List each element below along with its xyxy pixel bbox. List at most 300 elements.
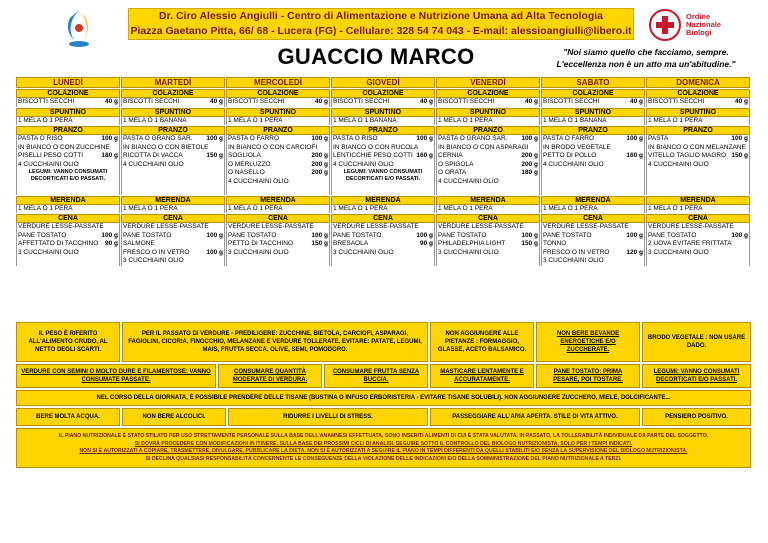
food-name: PANE TOSTATO xyxy=(333,231,382,239)
meal-header-spuntino: SPUNTINO xyxy=(436,108,540,117)
food-name: PANE TOSTATO xyxy=(543,231,592,239)
meal-items-cena xyxy=(331,223,435,266)
food-name: BISCOTTI SECCHI xyxy=(543,98,600,105)
food-name: BISCOTTI SECCHI xyxy=(18,98,75,105)
food-name: 3 CUCCHIAINI OLIO xyxy=(228,248,289,256)
legumi-note: LEGUMI: VANNO CONSUMATI DECORTICATI E/O PASSATI. xyxy=(28,169,108,182)
day-column xyxy=(541,77,645,266)
food-item xyxy=(332,135,434,144)
food-item xyxy=(542,161,644,170)
food-item xyxy=(437,223,539,232)
day-header: MERCOLEDÌ xyxy=(226,77,330,88)
meal-header-merenda: MERENDA xyxy=(226,196,330,205)
food-name: 4 CUCCHIAINI OLIO xyxy=(648,160,709,168)
note-alcol: NON BERE ALCOLICI. xyxy=(122,408,226,426)
food-item xyxy=(122,161,224,170)
food-name: RICOTTA DI VACCA xyxy=(123,152,183,159)
food-name: VERDURE LESSE-PASSATE xyxy=(648,223,734,230)
food-name: PISELLI PESO COTTI xyxy=(18,152,84,159)
food-name: BISCOTTI SECCHI xyxy=(123,98,180,105)
food-name: 1 MELA O 1 PERA xyxy=(228,116,283,124)
food-name: PANE TOSTATO xyxy=(648,231,697,239)
food-item xyxy=(227,117,329,126)
note-semi: VERDURE CON SEMINI O MOLTO DURE E FILAMENTOSE: VANNO CONSUMATE PASSATE. xyxy=(16,364,216,388)
legal-line-2: SI DOVRÀ PROCEDERE CON MODIFICAZIONI IN ITINERE, SULLA BASE DEI PROSSIMI CICLI DI ANALISI. SEGUIRE SOTTO IL CONTROLLO DEL BIOLOGO NUTRIZIONISTA, SOLO PER I TEMPI INDICATI. xyxy=(134,440,633,447)
food-name: FRESCO O IN VETRO xyxy=(123,248,190,256)
meal-header-pranzo: PRANZO xyxy=(16,126,120,135)
note-tisane: NEL CORSO DELLA GIORNATA, È POSSIBILE PRENDERE DELLE TISANE (BUSTINA O INFUSO ERBORISTERIA - EVITARE TISANE SOLUBILI). NON AGGIUNGERE ZUCCHERO, MIELE, DOLCIFICANTE... xyxy=(16,390,751,406)
day-header: LUNEDÌ xyxy=(16,77,120,88)
food-name: IN BIANCO O CON ASPARAGI xyxy=(438,143,529,151)
food-name: 3 CUCCHIAINI OLIO xyxy=(438,248,499,256)
meal-header-merenda: MERENDA xyxy=(121,196,225,205)
food-item xyxy=(17,240,119,249)
food-quantity: 90 g xyxy=(419,240,433,247)
meal-items-colazione xyxy=(646,98,750,107)
food-quantity: 100 g xyxy=(206,231,223,239)
day-column xyxy=(331,77,435,266)
food-name: PASTA O FARRO xyxy=(228,135,280,142)
food-name: BISCOTTI SECCHI xyxy=(438,98,495,105)
food-quantity: 100 g xyxy=(416,231,433,239)
food-item xyxy=(227,249,329,258)
food-item xyxy=(332,240,434,249)
food-item xyxy=(332,161,434,170)
meal-items-spuntino xyxy=(16,117,120,126)
food-quantity: 100 g xyxy=(101,135,118,142)
food-quantity: 40 g xyxy=(734,98,748,105)
food-item xyxy=(227,232,329,241)
food-name: 1 MELA O 1 BANANA xyxy=(543,116,607,124)
food-name: PASTA O RISO xyxy=(18,135,63,142)
meal-items-merenda xyxy=(646,205,750,214)
note-passeggiare: PASSEGGIARE ALL'ARIA APERTA. STILE DI VITA ATTIVO. xyxy=(430,408,640,426)
food-name: VERDURE LESSE-PASSATE xyxy=(18,223,104,230)
food-name: VERDURE LESSE-PASSATE xyxy=(333,223,419,230)
food-name: O ORATA xyxy=(438,169,467,176)
meal-header-cena: CENA xyxy=(646,214,750,223)
meal-header-pranzo: PRANZO xyxy=(436,126,540,135)
food-name: TONNO xyxy=(543,240,567,247)
food-name: AFFETTATO DI TACCHINO xyxy=(18,240,99,247)
logo-text-3: Biologi xyxy=(686,28,712,37)
meal-header-cena: CENA xyxy=(436,214,540,223)
food-quantity: 100 g xyxy=(311,231,328,239)
food-name: PASTA O RISO xyxy=(333,135,378,142)
food-quantity: 200 g xyxy=(311,152,328,159)
food-name: 4 CUCCHIAINI OLIO xyxy=(123,160,184,168)
motto-line-2: L'eccellenza non è un atto ma un'abitudine." xyxy=(556,59,736,69)
note-bevande: NON BERE BEVANDE ENERGETICHE E/O ZUCCHERATE. xyxy=(536,322,640,362)
food-quantity: 100 g xyxy=(206,248,223,256)
food-name: 4 CUCCHIAINI OLIO xyxy=(543,160,604,168)
meal-header-cena: CENA xyxy=(331,214,435,223)
food-name: PANE TOSTATO xyxy=(228,231,277,239)
note-brodo: BRODO VEGETALE : NON USARE DADO. xyxy=(642,322,751,362)
meal-header-colazione: COLAZIONE xyxy=(646,89,750,98)
food-item xyxy=(542,232,644,241)
meal-items-spuntino xyxy=(226,117,330,126)
food-quantity: 100 g xyxy=(521,231,538,239)
day-header: DOMENICA xyxy=(646,77,750,88)
note-quantita: CONSUMARE QUANTITÀ MODERATE DI VERDURA. xyxy=(218,364,322,388)
food-item xyxy=(227,144,329,153)
meal-header-spuntino: SPUNTINO xyxy=(646,108,750,117)
food-item xyxy=(437,135,539,144)
food-quantity: 180 g xyxy=(521,169,538,176)
day-header: VENERDÌ xyxy=(436,77,540,88)
food-name: IN BIANCO O CON RUCOLA xyxy=(333,143,419,151)
food-quantity: 150 g xyxy=(311,240,328,247)
meal-header-merenda: MERENDA xyxy=(16,196,120,205)
notes-row-4 xyxy=(16,408,751,426)
food-quantity: 40 g xyxy=(104,98,118,105)
food-item xyxy=(17,152,119,161)
food-name: 4 CUCCHIAINI OLIO xyxy=(18,160,79,168)
food-item xyxy=(122,205,224,214)
food-name: 3 CUCCHIAINI OLIO xyxy=(543,257,604,264)
meal-header-pranzo: PRANZO xyxy=(331,126,435,135)
note-acqua: BERE MOLTA ACQUA. xyxy=(16,408,120,426)
food-item xyxy=(332,144,434,153)
food-item xyxy=(647,223,749,232)
food-item xyxy=(542,223,644,232)
food-name: PANE TOSTATO xyxy=(123,231,172,239)
food-item xyxy=(647,152,749,161)
food-item xyxy=(647,249,749,258)
food-item xyxy=(17,161,119,170)
food-quantity: 100 g xyxy=(731,135,748,142)
food-item xyxy=(437,144,539,153)
meal-items-spuntino xyxy=(331,117,435,126)
food-name: 1 MELA O 1 PERA xyxy=(18,204,73,212)
meal-header-cena: CENA xyxy=(121,214,225,223)
food-name: IN BIANCO O CON BIETOLE xyxy=(123,143,209,151)
meal-header-pranzo: PRANZO xyxy=(646,126,750,135)
food-quantity: 40 g xyxy=(524,98,538,105)
food-name: 1 MELA O 1 PERA xyxy=(648,116,703,124)
meal-header-colazione: COLAZIONE xyxy=(121,89,225,98)
food-quantity: 200 g xyxy=(311,169,328,176)
food-name: BISCOTTI SECCHI xyxy=(648,98,705,105)
meal-items-pranzo xyxy=(646,135,750,195)
meal-items-spuntino xyxy=(646,117,750,126)
meal-header-colazione: COLAZIONE xyxy=(16,89,120,98)
food-item xyxy=(542,135,644,144)
food-name: 1 MELA O 1 PERA xyxy=(123,204,178,212)
food-quantity: 200 g xyxy=(521,152,538,159)
food-item xyxy=(542,257,644,266)
notes-row-1 xyxy=(16,322,751,362)
meal-header-cena: CENA xyxy=(226,214,330,223)
food-item xyxy=(647,135,749,144)
food-item xyxy=(227,205,329,214)
food-item xyxy=(227,152,329,161)
food-item xyxy=(542,98,644,107)
food-quantity: 160 g xyxy=(626,152,643,159)
food-item xyxy=(227,161,329,170)
food-item xyxy=(332,152,434,161)
meal-items-merenda xyxy=(121,205,225,214)
food-name: 1 MELA O 1 PERA xyxy=(228,204,283,212)
food-item xyxy=(332,205,434,214)
food-name: 1 MELA O 1 PERA xyxy=(438,204,493,212)
food-name: 1 MELA O 1 BANANA xyxy=(123,116,187,124)
food-item xyxy=(122,135,224,144)
food-item xyxy=(122,152,224,161)
meal-items-spuntino xyxy=(541,117,645,126)
food-name: 1 MELA O 1 PERA xyxy=(543,204,598,212)
note-frutta: CONSUMARE FRUTTA SENZA BUCCIA. xyxy=(324,364,428,388)
day-header: SABATO xyxy=(541,77,645,88)
food-name: VERDURE LESSE-PASSATE xyxy=(543,223,629,230)
day-column xyxy=(16,77,120,266)
food-name: 3 CUCCHIAINI OLIO xyxy=(123,257,184,264)
food-name: PASTA O GRANO SAR. xyxy=(123,135,193,142)
food-quantity: 40 g xyxy=(629,98,643,105)
motto-line-1: "Noi siamo quello che facciamo, sempre. xyxy=(563,47,729,57)
food-quantity: 100 g xyxy=(206,135,223,142)
food-name: 4 CUCCHIAINI OLIO xyxy=(333,160,394,168)
food-name: PHILADELPHIA LIGHT xyxy=(438,240,506,247)
food-item xyxy=(17,117,119,126)
food-name: PASTA O GRANO SAR. xyxy=(438,135,508,142)
meal-header-merenda: MERENDA xyxy=(541,196,645,205)
meal-items-merenda xyxy=(16,205,120,214)
meal-items-colazione xyxy=(541,98,645,107)
food-item xyxy=(122,232,224,241)
food-item xyxy=(647,98,749,107)
legal-box xyxy=(16,428,751,468)
food-item xyxy=(17,205,119,214)
food-item xyxy=(332,117,434,126)
food-item xyxy=(437,117,539,126)
food-item xyxy=(647,232,749,241)
food-name: O NASELLO xyxy=(228,169,265,176)
food-name: FRESCO O IN VETRO xyxy=(543,248,610,256)
food-name: 1 MELA O 1 PERA xyxy=(648,204,703,212)
food-name: IN BIANCO O CON ZUCCHINE xyxy=(18,143,110,151)
meal-items-spuntino xyxy=(436,117,540,126)
meal-header-spuntino: SPUNTINO xyxy=(121,108,225,117)
center-logo xyxy=(54,4,104,54)
food-item xyxy=(17,144,119,153)
food-name: IN BIANCO O CON CARCIOFI xyxy=(228,143,318,151)
food-item xyxy=(122,257,224,266)
meal-items-cena xyxy=(16,223,120,266)
food-name: SOGLIOLA xyxy=(228,152,261,159)
meal-header-pranzo: PRANZO xyxy=(121,126,225,135)
logo-text-2: Nazionale xyxy=(686,20,722,29)
clinic-contacts: Piazza Gaetano Pitta, 66/ 68 - Lucera (FG) - Cellulare: 328 54 74 043 - E-mail: alessioangiulli@libero.it xyxy=(130,25,632,37)
food-name: PANE TOSTATO xyxy=(18,231,67,239)
food-item xyxy=(542,240,644,249)
meal-items-cena xyxy=(436,223,540,266)
meal-items-cena xyxy=(226,223,330,266)
meal-items-colazione xyxy=(121,98,225,107)
food-name: BISCOTTI SECCHI xyxy=(228,98,285,105)
food-item xyxy=(647,144,749,153)
food-name: 3 CUCCHIAINI OLIO xyxy=(18,248,79,256)
meal-header-cena: CENA xyxy=(16,214,120,223)
food-quantity: 200 g xyxy=(311,160,328,168)
day-column xyxy=(121,77,225,266)
meal-header-spuntino: SPUNTINO xyxy=(226,108,330,117)
meal-header-merenda: MERENDA xyxy=(436,196,540,205)
clinic-title: Dr. Ciro Alessio Angiulli - Centro di Alimentazione e Nutrizione Umana ad Alta Tecnologia xyxy=(159,10,603,22)
food-item xyxy=(227,240,329,249)
meal-items-colazione xyxy=(226,98,330,107)
food-item xyxy=(647,205,749,214)
patient-name: GUACCIO MARCO xyxy=(277,44,475,69)
meal-items-pranzo xyxy=(121,135,225,195)
food-item xyxy=(437,249,539,258)
meal-items-merenda xyxy=(436,205,540,214)
meal-items-colazione xyxy=(16,98,120,107)
note-verdure: PER IL PASSATO DI VERDURE - PREDILIGERE: ZUCCHINE, BIETOLA, CARCIOFI, ASPARAGI, FAGIOLINI, CICORIA, FINOCCHIO, MELANZANE E VERDURE TOLLERATE. EVITARE: PATATE, LEGUMI, MAIS, FRUTTA SECCA, OLIVE, SEMI, POMODORO. xyxy=(122,322,428,362)
food-name: O MERLUZZO xyxy=(228,160,271,168)
food-item xyxy=(542,144,644,153)
food-item xyxy=(437,205,539,214)
food-item xyxy=(17,135,119,144)
food-quantity: 150 g xyxy=(206,152,223,159)
food-quantity: 90 g xyxy=(104,240,118,247)
food-name: VERDURE LESSE-PASSATE xyxy=(438,223,524,230)
food-name: 4 CUCCHIAINI OLIO xyxy=(228,177,289,185)
meal-items-spuntino xyxy=(121,117,225,126)
food-item xyxy=(122,240,224,249)
meal-header-spuntino: SPUNTINO xyxy=(16,108,120,117)
food-item xyxy=(122,98,224,107)
food-name: 3 CUCCHIAINI OLIO xyxy=(333,248,394,256)
meal-header-spuntino: SPUNTINO xyxy=(541,108,645,117)
food-item xyxy=(437,169,539,178)
food-item xyxy=(17,249,119,258)
food-name: CERNIA xyxy=(438,152,463,159)
food-item xyxy=(332,232,434,241)
note-masticare: MASTICARE LENTAMENTE E ACCURATAMENTE. xyxy=(430,364,534,388)
food-item xyxy=(17,223,119,232)
food-name: LENTICCHIE PESO COTTI xyxy=(333,152,413,159)
day-column xyxy=(646,77,750,266)
food-quantity: 100 g xyxy=(521,135,538,142)
day-header: MARTEDÌ xyxy=(121,77,225,88)
food-name: 2 UOVA EVITARE FRITTATA xyxy=(648,240,732,247)
meal-items-cena xyxy=(121,223,225,266)
food-name: 1 MELA O 1 PERA xyxy=(438,116,493,124)
meal-items-cena xyxy=(646,223,750,266)
food-name: PETTO DI POLLO xyxy=(543,152,597,159)
meal-header-spuntino: SPUNTINO xyxy=(331,108,435,117)
note-pensiero: PENSIERO POSITIVO. xyxy=(642,408,751,426)
food-item xyxy=(647,161,749,170)
food-item xyxy=(122,249,224,258)
food-name: VERDURE LESSE-PASSATE xyxy=(123,223,209,230)
food-item xyxy=(122,144,224,153)
meal-items-colazione xyxy=(436,98,540,107)
food-name: PASTA O FARRO xyxy=(543,135,595,142)
food-quantity: 100 g xyxy=(416,135,433,142)
food-item xyxy=(647,240,749,249)
legal-disclaimer xyxy=(16,428,751,468)
food-quantity: 160 g xyxy=(416,152,433,159)
ordine-biologi-logo xyxy=(648,8,758,42)
food-name: PANE TOSTATO xyxy=(438,231,487,239)
food-item xyxy=(227,223,329,232)
food-quantity: 100 g xyxy=(731,231,748,239)
note-legumi: LEGUMI: VANNO CONSUMATI DECORTICATI E/O PASSATI. xyxy=(642,364,751,388)
food-item xyxy=(437,178,539,187)
food-quantity: 40 g xyxy=(419,98,433,105)
food-quantity: 150 g xyxy=(521,240,538,247)
meal-items-cena xyxy=(541,223,645,266)
note-pane: PANE TOSTATO: PRIMA PESARE, POI TOSTARE. xyxy=(536,364,640,388)
food-item xyxy=(437,240,539,249)
motto xyxy=(538,46,754,70)
food-quantity: 100 g xyxy=(626,135,643,142)
legal-line-3: NON SI È AUTORIZZATI A COPIARE, TRASMETTERE, DIVULGARE, PUBBLICARE LA DIETA. NON SI È AUTORIZZATI A SEGUIRE IL PIANO IN TEMPI DIFFERENTI DA QUELLI STABILITI E/O SENZA LA SUPERVISIONE DEL BIOLOGO NUTRIZIONISTA. xyxy=(79,448,688,454)
food-name: 4 CUCCHIAINI OLIO xyxy=(438,177,499,185)
food-name: 1 MELA O 1 PERA xyxy=(333,204,388,212)
food-item xyxy=(227,98,329,107)
food-item xyxy=(227,178,329,187)
food-name: 1 MELA O 1 PERA xyxy=(18,116,73,124)
meal-items-merenda xyxy=(331,205,435,214)
legal-line-4: SI DECLINA QUALSIASI RESPONSABILITÀ CONCERNENTE LE CONSEGUENZE DELLA VIOLAZIONE DELLE INDICAZIONI E/O DELLA SOMMINISTRAZIONE DEL PIANO NUTRIZIONALE A TERZI. xyxy=(145,455,622,462)
food-item xyxy=(17,232,119,241)
food-name: IN BIANCO O CON MELANZANE xyxy=(648,143,746,151)
food-quantity: 40 g xyxy=(209,98,223,105)
legal-line-1: IL PIANO NUTRIZIONALE È STATO STILATO PER USO STRETTAMENTE PERSONALE SULLA BASE DELL'ANAMNESI EFFETTUATA, SONO INSERITI ALIMENTI DI CUI È STATA VALUTATA, IN PASSATO, LA TOLLERABILITÀ INDIVIDUALE DA PARTE DEL SOGGETTO. xyxy=(58,433,709,439)
notes-row-3 xyxy=(16,390,751,406)
food-name: BRESAOLA xyxy=(333,240,369,247)
meal-header-colazione: COLAZIONE xyxy=(226,89,330,98)
day-header: GIOVEDÌ xyxy=(331,77,435,88)
food-quantity: 40 g xyxy=(314,98,328,105)
food-item xyxy=(332,223,434,232)
food-item xyxy=(542,117,644,126)
food-name: IN BRODO VEGETALE xyxy=(543,143,611,151)
food-item xyxy=(122,223,224,232)
meal-items-merenda xyxy=(541,205,645,214)
food-item xyxy=(437,98,539,107)
meal-items-pranzo xyxy=(541,135,645,195)
meal-header-pranzo: PRANZO xyxy=(226,126,330,135)
food-item xyxy=(227,135,329,144)
food-name: VITELLO TAGLIO MAGRO xyxy=(648,152,727,159)
food-item xyxy=(17,98,119,107)
food-name: SALMONE xyxy=(123,240,155,247)
food-item xyxy=(437,161,539,170)
food-item xyxy=(437,152,539,161)
meal-items-pranzo xyxy=(436,135,540,195)
food-quantity: 100 g xyxy=(101,231,118,239)
meal-header-pranzo: PRANZO xyxy=(541,126,645,135)
note-peso: IL PESO È RIFERITO ALL'ALIMENTO CRUDO, AL NETTO DEGLI SCARTI. xyxy=(16,322,120,362)
meal-items-pranzo xyxy=(16,135,120,195)
meal-header-merenda: MERENDA xyxy=(331,196,435,205)
food-quantity: 150 g xyxy=(731,152,748,159)
food-quantity: 100 g xyxy=(626,231,643,239)
clinic-header xyxy=(128,8,634,40)
meal-items-merenda xyxy=(226,205,330,214)
food-item xyxy=(227,169,329,178)
food-name: VERDURE LESSE-PASSATE xyxy=(228,223,314,230)
food-name: O SPIGOLA xyxy=(438,160,474,168)
day-column xyxy=(226,77,330,266)
food-item xyxy=(542,249,644,258)
meal-header-cena: CENA xyxy=(541,214,645,223)
